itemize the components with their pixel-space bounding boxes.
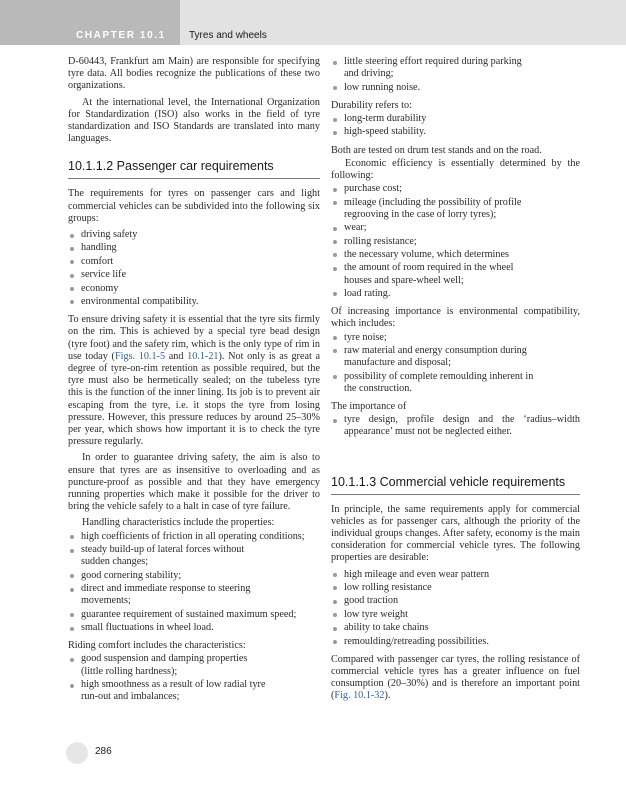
list-item: service life bbox=[68, 269, 320, 281]
list-item: low rolling resistance bbox=[331, 582, 580, 594]
list-item: direct and immediate response to steering movements; bbox=[68, 583, 320, 607]
paragraph: The requirements for tyres on passenger cars and light commercial vehicles can be subdivided into the following six groups: bbox=[68, 188, 320, 224]
handling-list bbox=[68, 531, 320, 635]
environment-list bbox=[331, 332, 580, 395]
comfort-list-continued bbox=[331, 56, 580, 94]
section-heading-passenger-car: 10.1.1.2 Passenger car requirements bbox=[68, 159, 320, 179]
list-item: handling bbox=[68, 242, 320, 254]
list-item: high mileage and even wear pattern bbox=[331, 569, 580, 581]
list-item: economy bbox=[68, 283, 320, 295]
chapter-title: Tyres and wheels bbox=[189, 30, 267, 41]
list-item: wear; bbox=[331, 222, 580, 234]
list-item: the necessary volume, which determines bbox=[331, 249, 580, 261]
list-item: guarantee requirement of sustained maximum speed; bbox=[68, 609, 320, 621]
right-column bbox=[331, 56, 580, 707]
list-item: driving safety bbox=[68, 229, 320, 241]
list-item: raw material and energy consumption during manufacture and disposal; bbox=[331, 345, 580, 369]
paragraph: Economic efficiency is essentially determined by the following: bbox=[331, 157, 580, 181]
list-item: steady build-up of lateral forces without sudden changes; bbox=[68, 544, 320, 568]
list-item: high-speed stability. bbox=[331, 126, 580, 138]
list-item: high smoothness as a result of low radial tyre run-out and imbalances; bbox=[68, 679, 320, 703]
paragraph: Riding comfort includes the characteristics: bbox=[68, 640, 246, 652]
list-item: possibility of complete remoulding inherent in the construction. bbox=[331, 371, 580, 395]
list-item: rolling resistance; bbox=[331, 236, 580, 248]
list-item: good cornering stability; bbox=[68, 570, 320, 582]
list-item: mileage (including the possibility of profile regrooving in the case of lorry tyres); bbox=[331, 197, 580, 221]
paragraph: In order to guarantee driving safety, the aim is also to ensure that tyres are as insensitive to overloading and as puncture-proof as possible and that they have emergency running properties which make it possible for the driver to bring the vehicle safely to a halt in case of tyre failure. bbox=[68, 452, 320, 513]
page-number: 286 bbox=[95, 746, 112, 757]
list-item: low running noise. bbox=[331, 82, 580, 94]
paragraph-driving-safety: To ensure driving safety it is essential that the tyre sits firmly on the rim. This is achieved by a special tyre bead design (tyre foot) and the safety rim, which is the only type of rim in use today (Figs. 10.1-5 and 10.1-21). Not only is as great a degree of tyre-on-rim retention as possible required, but the tyre must also be hermetically sealed; on the tubeless tyre this is the function of the inner lining. Its job is to prevent air escaping from the tyre, i.e. it stops the tyre from losing pressure. However, this pressure reduces by around 25–30% per year, which shows how important it is to check the tyre pressure regularly. bbox=[68, 314, 321, 448]
list-item: tyre noise; bbox=[331, 332, 580, 344]
paragraph: D-60443, Frankfurt am Main) are responsible for specifying tyre data. All bodies recognize the publications of these two organizations. bbox=[68, 56, 320, 92]
list-item: small fluctuations in wheel load. bbox=[68, 622, 320, 634]
list-item: purchase cost; bbox=[331, 183, 580, 195]
figure-reference-link[interactable]: 10.1-21 bbox=[187, 350, 219, 362]
paragraph: The importance of bbox=[331, 400, 407, 412]
paragraph: At the international level, the International Organization for Standardization (ISO) also works in the field of tyre standardization and ISO Standards are translated into many languages. bbox=[68, 96, 320, 145]
list-item: little steering effort required during parking and driving; bbox=[331, 56, 580, 80]
commercial-list bbox=[331, 569, 580, 648]
paragraph: Of increasing importance is environmental compatibility, which includes: bbox=[331, 306, 580, 330]
durability-list bbox=[331, 113, 580, 139]
list-item: remoulding/retreading possibilities. bbox=[331, 636, 580, 648]
requirement-groups-list bbox=[68, 229, 320, 308]
left-column bbox=[68, 56, 320, 709]
importance-list bbox=[331, 414, 580, 438]
page-number-marker bbox=[66, 742, 88, 764]
figure-reference-link[interactable]: Fig. 10.1-32 bbox=[334, 690, 385, 702]
figure-reference-link[interactable]: Figs. 10.1-5 bbox=[114, 350, 166, 362]
list-item: good suspension and damping properties (little rolling hardness); bbox=[68, 653, 320, 677]
section-heading-commercial-vehicle: 10.1.1.3 Commercial vehicle requirements bbox=[331, 475, 580, 495]
list-item: tyre design, profile design and the ‘radius–width appearance’ must not be neglected either. bbox=[331, 414, 580, 438]
paragraph: In principle, the same requirements apply for commercial vehicles as for passenger cars, although the priority of the individual groups changes. After safety, economy is the main consideration for commercial vehicle tyres. The following properties are desirable: bbox=[331, 503, 580, 564]
list-item: comfort bbox=[68, 256, 320, 268]
list-item: low tyre weight bbox=[331, 609, 580, 621]
list-item: long-term durability bbox=[331, 113, 580, 125]
paragraph: Handling characteristics include the properties: bbox=[82, 517, 275, 529]
chapter-header-tab bbox=[0, 0, 180, 45]
paragraph-rolling-resistance: Compared with passenger car tyres, the rolling resistance of commercial vehicle tyres has a greater influence on fuel consumption (20–30%) and is therefore an important point (Fig. 10.1-32). bbox=[331, 653, 580, 702]
economy-list bbox=[331, 183, 580, 300]
paragraph: Both are tested on drum test stands and on the road. bbox=[331, 144, 542, 156]
list-item: the amount of room required in the wheel houses and spare-wheel well; bbox=[331, 262, 580, 286]
list-item: ability to take chains bbox=[331, 622, 580, 634]
comfort-list bbox=[68, 653, 320, 703]
list-item: load rating. bbox=[331, 288, 580, 300]
chapter-title-bar bbox=[180, 0, 626, 45]
list-item: environmental compatibility. bbox=[68, 296, 320, 308]
list-item: good traction bbox=[331, 595, 580, 607]
list-item: high coefficients of friction in all operating conditions; bbox=[68, 531, 320, 543]
paragraph: Durability refers to: bbox=[331, 99, 412, 111]
chapter-label: CHAPTER 10.1 bbox=[76, 30, 166, 41]
